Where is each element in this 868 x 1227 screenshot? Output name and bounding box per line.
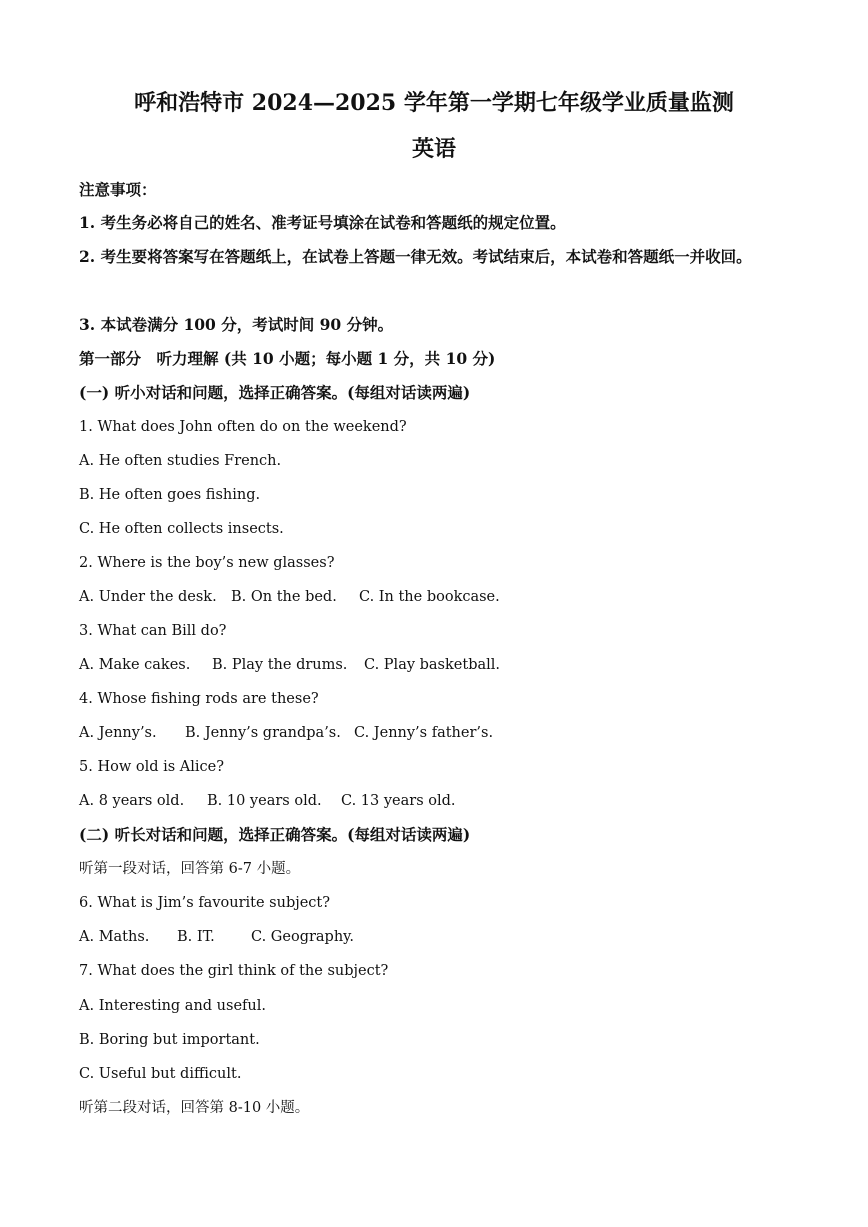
question-3-option-c: C. Play basketball. [364,657,501,673]
note-item-3: 3. 本试卷满分 100 分，考试时间 90 分钟。 [79,315,394,334]
question-2-option-c: C. In the bookcase. [359,589,500,605]
note-item-2: 2. 考生要将答案写在答题纸上，在试卷上答题一律无效。考试结束后，本试卷和答题纸一并收回。 [79,247,752,266]
question-2-options [79,587,500,607]
question-7: 7. What does the girl think of the subject? [79,963,389,979]
question-4-options [79,723,493,743]
question-5: 5. How old is Alice? [79,759,225,775]
question-1-option-c: C. He often collects insects. [79,521,284,537]
question-2-option-b: B. On the bed. [231,589,337,605]
question-5-options [79,791,456,811]
question-3: 3. What can Bill do? [79,623,227,639]
exam-subject: 英语 [411,136,456,162]
question-4-option-a: A. Jenny’s. [79,725,157,741]
question-2: 2. Where is the boy’s new glasses? [79,555,335,571]
question-7-option-b: B. Boring but important. [79,1032,260,1048]
question-1-option-b: B. He often goes fishing. [79,487,261,503]
section1-heading: (一) 听小对话和问题，选择正确答案。(每组对话读两遍) [79,383,471,402]
question-2-option-a: A. Under the desk. [79,589,217,605]
question-5-option-b: B. 10 years old. [207,793,322,809]
question-6-option-a: A. Maths. [79,929,150,945]
question-4: 4. Whose fishing rods are these? [79,691,319,707]
question-3-option-b: B. Play the drums. [212,657,348,673]
question-6-option-b: B. IT. [177,929,215,945]
question-5-option-c: C. 13 years old. [341,793,456,809]
question-1-option-a: A. He often studies French. [79,453,282,469]
note-item-1: 1. 考生务必将自己的姓名、准考证号填涂在试卷和答题纸的规定位置。 [79,213,566,232]
exam-title: 呼和浩特市 2024—2025 学年第一学期七年级学业质量监测 [134,90,734,116]
question-5-option-a: A. 8 years old. [79,793,185,809]
section2-heading: (二) 听长对话和问题，选择正确答案。(每组对话读两遍) [79,825,471,844]
part1-heading: 第一部分 听力理解 (共 10 小题；每小题 1 分，共 10 分) [79,349,496,368]
question-4-option-c: C. Jenny’s father’s. [354,725,494,741]
question-3-options [79,655,500,675]
question-6: 6. What is Jim’s favourite subject? [79,895,331,911]
notes-heading: 注意事项： [79,180,157,199]
question-6-option-c: C. Geography. [251,929,355,945]
question-3-option-a: A. Make cakes. [79,657,191,673]
question-4-option-b: B. Jenny’s grandpa’s. [185,725,341,741]
question-6-options [79,927,354,947]
dialogue-1-intro: 听第一段对话，回答第 6-7 小题。 [79,861,301,877]
question-7-option-a: A. Interesting and useful. [79,998,266,1014]
question-1: 1. What does John often do on the weekend? [79,419,407,435]
dialogue-2-intro: 听第二段对话，回答第 8-10 小题。 [79,1100,310,1116]
question-7-option-c: C. Useful but difficult. [79,1066,242,1082]
